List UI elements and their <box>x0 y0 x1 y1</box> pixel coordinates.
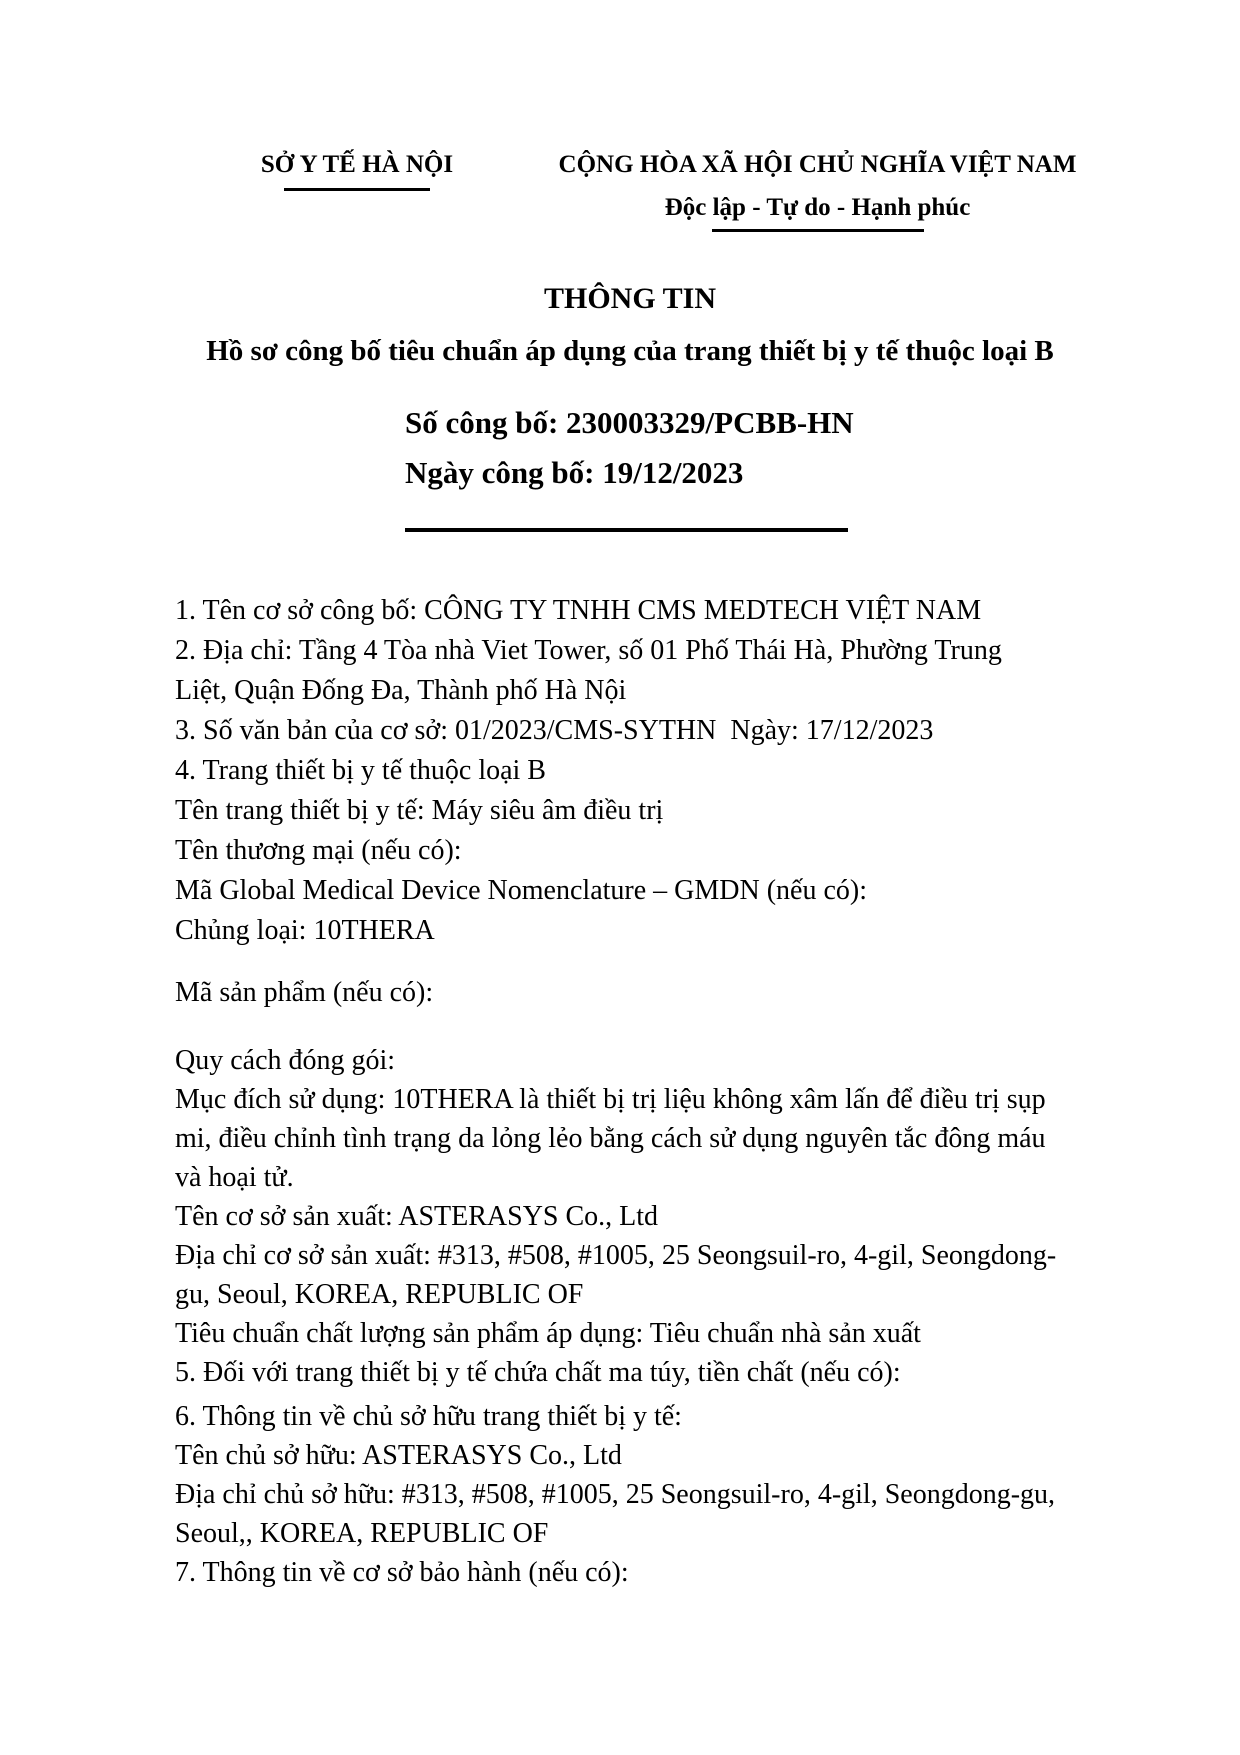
body-line: Quy cách đóng gói: <box>175 1045 396 1076</box>
title-block <box>20 282 1240 368</box>
document-body <box>175 591 1085 1592</box>
body-line: gu, Seoul, KOREA, REPUBLIC OF <box>175 1279 584 1310</box>
body-paragraph <box>175 1397 1085 1592</box>
issuing-authority-name: SỞ Y TẾ HÀ NỘI <box>260 151 454 178</box>
issuing-authority-block <box>150 150 564 191</box>
national-motto-underline <box>712 229 924 232</box>
body-line: Tên trang thiết bị y tế: Máy siêu âm điều trị <box>175 795 664 826</box>
body-line: 6. Thông tin về chủ sở hữu trang thiết bị y tế: <box>175 1401 682 1432</box>
body-line: 2. Địa chỉ: Tầng 4 Tòa nhà Viet Tower, số 01 Phố Thái Hà, Phường Trung <box>175 635 1002 666</box>
body-line: mi, điều chỉnh tình trạng da lỏng lẻo bằng cách sử dụng nguyên tắc đông máu <box>175 1123 1046 1154</box>
body-line: Tiêu chuẩn chất lượng sản phẩm áp dụng: Tiêu chuẩn nhà sản xuất <box>175 1318 921 1349</box>
issuing-authority-underline <box>284 188 430 191</box>
body-line: Chủng loại: 10THERA <box>175 915 435 946</box>
body-line: 1. Tên cơ sở công bố: CÔNG TY TNHH CMS MEDTECH VIỆT NAM <box>175 595 982 626</box>
body-line: 5. Đối với trang thiết bị y tế chứa chất ma túy, tiền chất (nếu có): <box>175 1357 901 1388</box>
body-line: Liệt, Quận Đống Đa, Thành phố Hà Nội <box>175 675 627 706</box>
national-header-block <box>535 150 1100 232</box>
body-paragraph <box>175 1041 1085 1392</box>
horizontal-divider <box>405 528 848 532</box>
body-line: Mã sản phẩm (nếu có): <box>175 977 434 1008</box>
publication-number: Số công bố: 230003329/PCBB-HN <box>405 405 854 440</box>
national-motto: Độc lập - Tự do - Hạnh phúc <box>664 194 971 221</box>
body-line: 7. Thông tin về cơ sở bảo hành (nếu có): <box>175 1557 629 1588</box>
body-line: Seoul,, KOREA, REPUBLIC OF <box>175 1518 549 1549</box>
publication-info-block <box>405 405 854 491</box>
body-line: Tên cơ sở sản xuất: ASTERASYS Co., Ltd <box>175 1201 659 1232</box>
country-title: CỘNG HÒA XÃ HỘI CHỦ NGHĨA VIỆT NAM <box>558 151 1077 178</box>
body-line: 3. Số văn bản của cơ sở: 01/2023/CMS-SYTHN Ngày: 17/12/2023 <box>175 715 934 746</box>
body-line: Tên chủ sở hữu: ASTERASYS Co., Ltd <box>175 1440 622 1471</box>
body-line: Tên thương mại (nếu có): <box>175 835 462 866</box>
body-paragraph <box>175 973 1085 1012</box>
document-subtitle: Hồ sơ công bố tiêu chuẩn áp dụng của trang thiết bị y tế thuộc loại B <box>206 335 1054 367</box>
body-line: 4. Trang thiết bị y tế thuộc loại B <box>175 755 546 786</box>
body-line: Mã Global Medical Device Nomenclature – GMDN (nếu có): <box>175 875 867 906</box>
body-paragraph <box>175 591 1085 951</box>
body-line: Địa chỉ cơ sở sản xuất: #313, #508, #1005, 25 Seongsuil-ro, 4-gil, Seongdong- <box>175 1240 1057 1271</box>
body-line: Địa chỉ chủ sở hữu: #313, #508, #1005, 25 Seongsuil-ro, 4-gil, Seongdong-gu, <box>175 1479 1056 1510</box>
body-line: và hoại tử. <box>175 1162 294 1193</box>
body-line: Mục đích sử dụng: 10THERA là thiết bị trị liệu không xâm lấn để điều trị sụp <box>175 1084 1046 1115</box>
publication-date: Ngày công bố: 19/12/2023 <box>405 455 744 490</box>
document-title: THÔNG TIN <box>544 282 716 315</box>
